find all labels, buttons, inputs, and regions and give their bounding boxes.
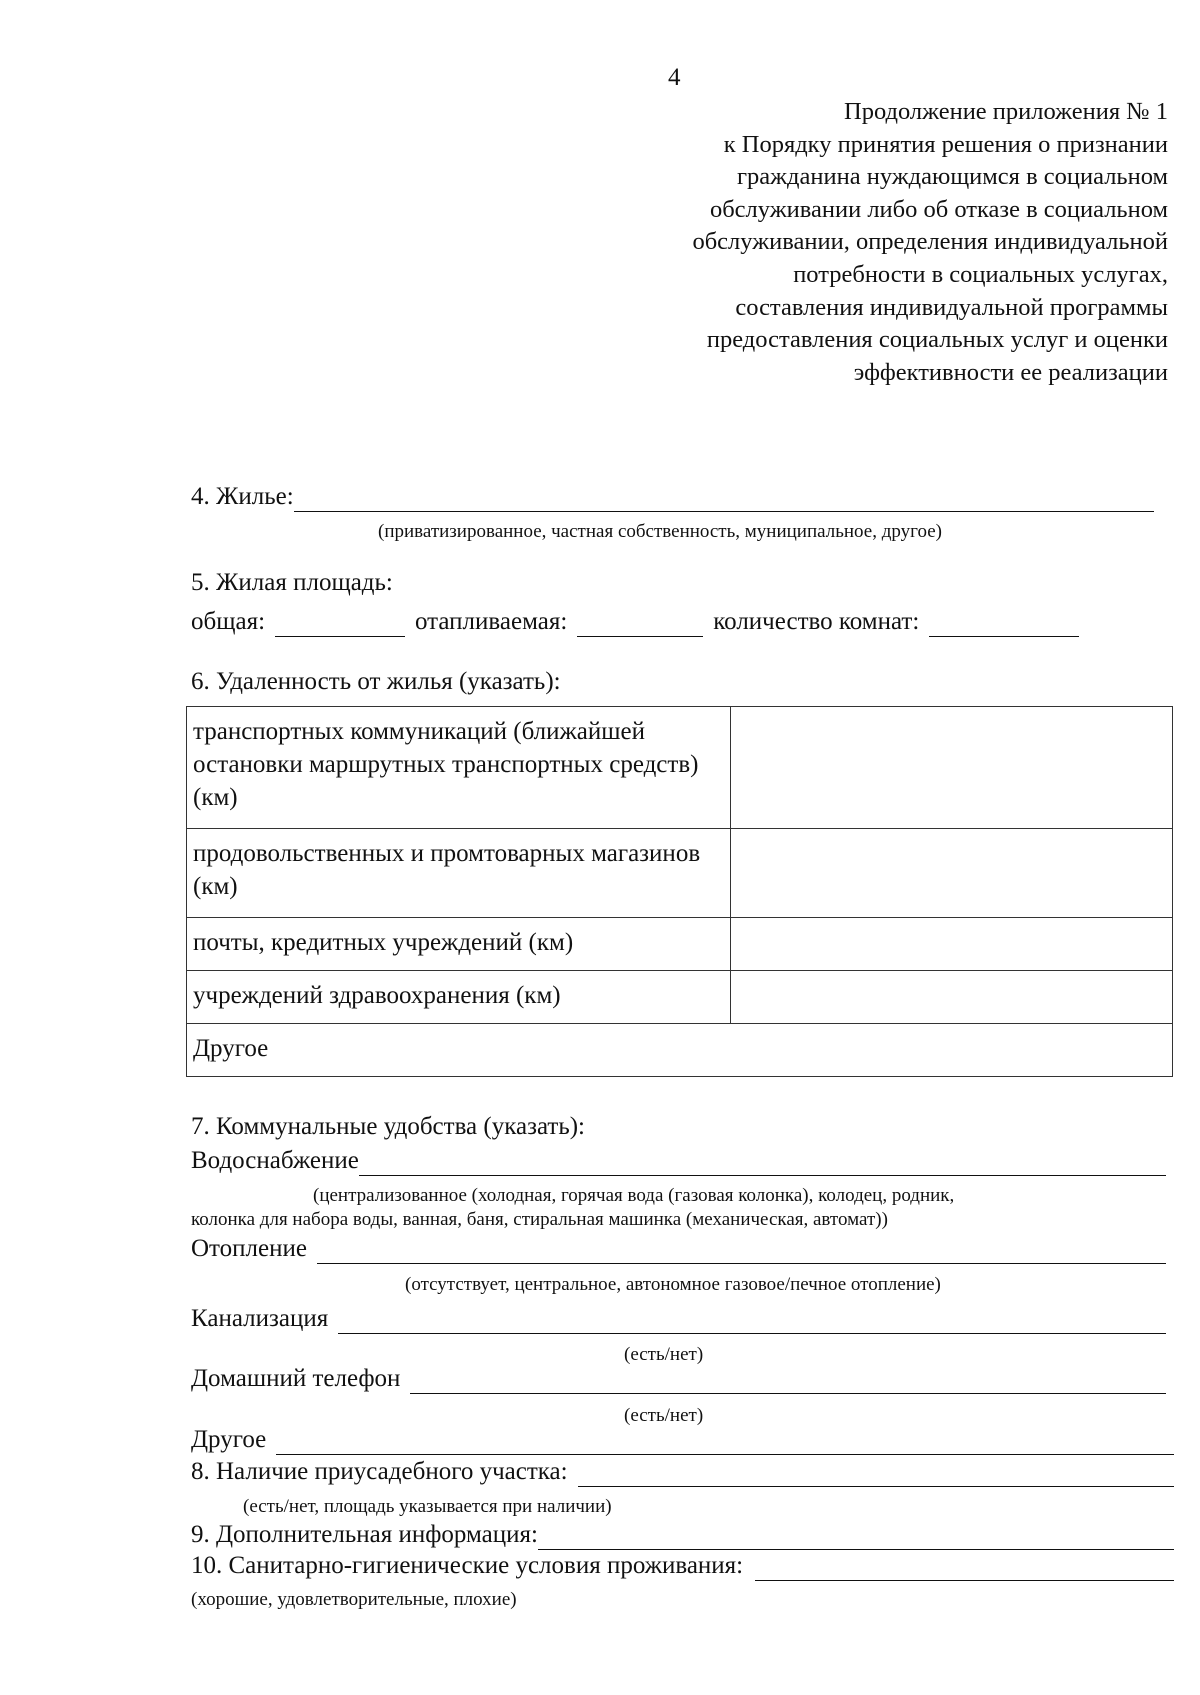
document-header [548,96,1168,389]
table-row [187,918,1173,971]
rooms-label: количество комнат: [713,608,920,635]
header-line: Продолжение приложения № 1 [844,98,1168,125]
table-row [187,1024,1173,1077]
water-label: Водоснабжение [191,1147,359,1174]
sewage-label: Канализация [191,1305,329,1332]
plot-field[interactable] [578,1462,1174,1487]
distance-title-row [191,667,1172,697]
plot-hint: (есть/нет, площадь указывается при наличии) [243,1496,612,1517]
sewage-field[interactable] [338,1309,1166,1334]
additional-info-row [191,1520,1174,1550]
sanitary-label: 10. Санитарно-гигиенические условия проживания: [191,1552,744,1579]
sanitary-hint: (хорошие, удовлетворительные, плохие) [191,1589,517,1610]
distance-row-label: почты, кредитных учреждений (км) [187,918,731,971]
page-number: 4 [668,64,681,91]
distance-other-cell[interactable]: Другое [187,1024,1173,1077]
utilities-title: 7. Коммунальные удобства (указать): [191,1113,586,1140]
header-line: предоставления социальных услуг и оценки [706,326,1168,354]
distance-title: 6. Удаленность от жилья (указать): [191,668,561,695]
water-hint-continued: колонка для набора воды, ванная, баня, стиральная машинка (механическая, автомат)) [191,1209,888,1230]
distance-row-label: продовольственных и промтоварных магазинов (км) [187,829,731,918]
plot-row [191,1457,1174,1487]
total-area-label: общая: [191,608,266,635]
distance-table [186,706,1173,1077]
rooms-count-field[interactable] [929,612,1079,637]
water-field[interactable] [359,1151,1166,1176]
housing-field[interactable] [294,487,1154,512]
heating-hint: (отсутствует, центральное, автономное газовое/печное отопление) [405,1274,941,1295]
distance-transport-field[interactable] [731,707,1173,829]
utilities-title-row [191,1112,1172,1142]
header-line: потребности в социальных услугах, [793,260,1168,288]
sanitary-field[interactable] [755,1556,1174,1581]
distance-row-label: транспортных коммуникаций (ближайшей остановки маршрутных транспортных средств) (км) [187,707,731,829]
distance-health-field[interactable] [731,971,1173,1024]
housing-hint: (приватизированное, частная собственность, муниципальное, другое) [378,521,942,542]
sanitary-row [191,1551,1174,1581]
additional-info-field[interactable] [538,1525,1174,1550]
heating-row [191,1234,1166,1264]
sewage-hint: (есть/нет) [624,1344,704,1365]
sewage-row [191,1304,1166,1334]
header-line: к Порядку принятия решения о признании [723,130,1168,158]
water-hint: (централизованное (холодная, горячая вода (газовая колонка), колодец, родник, [313,1185,955,1206]
total-area-field[interactable] [275,612,405,637]
plot-label: 8. Наличие приусадебного участка: [191,1458,568,1485]
phone-field[interactable] [410,1369,1166,1394]
living-area-row [191,607,1079,637]
other-utilities-field[interactable] [276,1430,1174,1455]
living-area-title: 5. Жилая площадь: [191,569,393,596]
header-line: составления индивидуальной программы [735,293,1168,321]
header-line: обслуживании, определения индивидуальной [692,228,1168,256]
table-row [187,707,1173,829]
housing-label: 4. Жилье: [191,483,294,510]
distance-row-label: учреждений здравоохранения (км) [187,971,731,1024]
heated-area-field[interactable] [577,612,703,637]
phone-row [191,1364,1166,1394]
heated-area-label: отапливаемая: [415,608,568,635]
phone-label: Домашний телефон [191,1365,401,1392]
distance-post-field[interactable] [731,918,1173,971]
heating-label: Отопление [191,1235,307,1262]
header-line: обслуживании либо об отказе в социальном [709,195,1168,223]
distance-shops-field[interactable] [731,829,1173,918]
table-row [187,829,1173,918]
water-row [191,1146,1166,1176]
additional-info-label: 9. Дополнительная информация: [191,1521,538,1548]
housing-row [191,482,1154,512]
header-line: эффективности ее реализации [853,358,1168,386]
header-line: гражданина нуждающимся в социальном [736,163,1168,191]
other-utilities-row [191,1425,1174,1455]
phone-hint: (есть/нет) [624,1405,704,1426]
table-row [187,971,1173,1024]
living-area-title-row [191,568,1172,598]
heating-field[interactable] [317,1239,1166,1264]
other-utilities-label: Другое [191,1426,267,1453]
